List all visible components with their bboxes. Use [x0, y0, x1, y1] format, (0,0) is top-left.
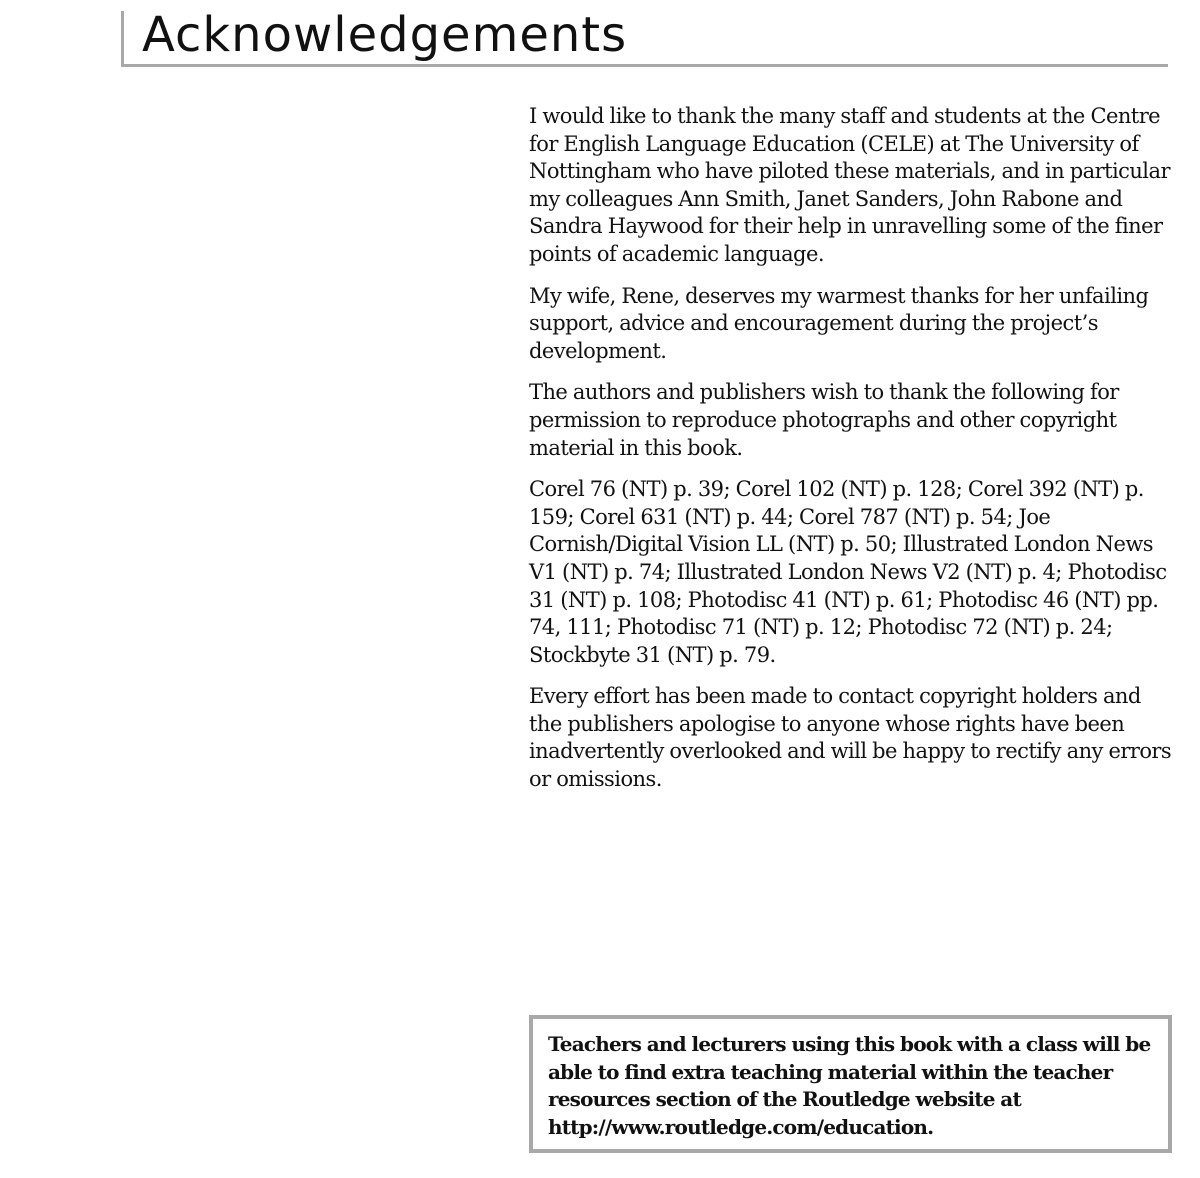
page-title: Acknowledgements	[142, 7, 628, 63]
heading-rule	[121, 7, 1168, 67]
paragraph-thanks-staff: I would like to thank the many staff and students at the Centre for English Language Education (CELE) at The University of Nottingham who have piloted these materials, and in particular my colleagues Ann Smith, Janet Sanders, John Rabone and Sandra Haywood for their help in unravelling some of the finer points of academic language.	[529, 104, 1170, 266]
teacher-resources-note-text: Teachers and lecturers using this book with a class will be able to find extra teaching material within the teacher resources section of the Routledge website at http://www.routledge.com/education.	[548, 1032, 1151, 1139]
paragraph-permissions-intro: The authors and publishers wish to thank the following for permission to reproduce photographs and other copyright material in this book.	[529, 380, 1119, 460]
paragraph-photo-credits: Corel 76 (NT) p. 39; Corel 102 (NT) p. 128; Corel 392 (NT) p. 159; Corel 631 (NT) p. 44; Corel 787 (NT) p. 54; Joe Cornish/Digital Vision LL (NT) p. 50; Illustrated London News V1 (NT) p. 74; Illustrated London News V2 (NT) p. 4; Photodisc 31 (NT) p. 108; Photodisc 41 (NT) p. 61; Photodisc 46 (NT) pp. 74, 111; Photodisc 71 (NT) p. 12; Photodisc 72 (NT) p. 24; Stockbyte 31 (NT) p. 79.	[529, 477, 1167, 667]
teacher-resources-note	[529, 1015, 1172, 1153]
paragraph-thanks-wife: My wife, Rene, deserves my warmest thanks for her unfailing support, advice and encouragement during the project’s development.	[529, 283, 1149, 363]
paragraph-copyright-disclaimer: Every effort has been made to contact copyright holders and the publishers apologise to anyone whose rights have been inadvertently overlooked and will be happy to rectify any errors or omissions.	[529, 684, 1172, 792]
acknowledgements-body	[529, 103, 1174, 808]
